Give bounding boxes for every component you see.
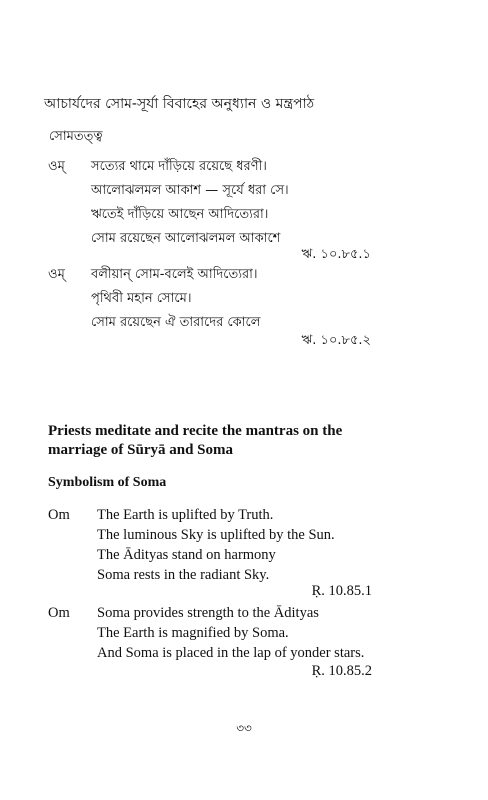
bengali-verse1-line1: সত্যের থামে দাঁড়িয়ে রয়েছে ধরণী। (91, 159, 267, 174)
english-om-2: Om (48, 605, 70, 621)
bengali-om-2: ওম্ (48, 267, 65, 282)
english-subheading: Symbolism of Soma (48, 475, 167, 490)
bengali-verse1-line3: ঋতেই দাঁড়িয়ে আছেন আদিত্যেরা। (91, 207, 269, 222)
english-verse2-line2: The Earth is magnified by Soma. (97, 625, 289, 641)
bengali-om-1: ওম্ (48, 159, 65, 174)
bengali-verse2-line3: সোম রয়েছেন ঐ তারাদের কোলে (91, 315, 261, 330)
english-verse2-line1: Soma provides strength to the Ādityas (97, 605, 319, 621)
bengali-verse1-line2: আলোঝলমল আকাশ — সূর্যে ধরা সে। (91, 183, 289, 198)
english-verse2-reference: Ṛ. 10.85.2 (311, 663, 372, 679)
bengali-verse2-line2: পৃথিবী মহান সোমে। (91, 291, 192, 306)
english-verse1-reference: Ṛ. 10.85.1 (311, 583, 372, 599)
bengali-heading: আচার্যদের সোম-সূর্যা বিবাহের অনুধ্যান ও মন্ত্রপাঠ (44, 96, 315, 112)
bengali-verse2-reference: ঋ. ১০.৮৫.২ (301, 333, 371, 348)
english-heading-line1: Priests meditate and recite the mantras on the (48, 423, 343, 439)
english-verse1-line2: The luminous Sky is uplifted by the Sun. (97, 527, 335, 543)
bengali-verse1-line4: সোম রয়েছেন আলোঝলমল আকাশে (91, 231, 281, 246)
english-heading-line2: marriage of Sūryā and Soma (48, 442, 233, 458)
english-verse1-line1: The Earth is uplifted by Truth. (97, 507, 274, 523)
bengali-verse1-reference: ঋ. ১০.৮৫.১ (301, 247, 371, 262)
bengali-verse2-line1: বলীয়ান্ সোম-বলেই আদিত্যেরা। (91, 267, 258, 282)
bengali-subheading: সোমতত্ত্ব (49, 129, 103, 144)
english-verse1-line3: The Ādityas stand on harmony (97, 547, 276, 563)
english-verse1-line4: Soma rests in the radiant Sky. (97, 567, 270, 583)
english-om-1: Om (48, 507, 70, 523)
page-number: ৩৩ (236, 721, 252, 735)
english-verse2-line3: And Soma is placed in the lap of yonder stars. (97, 645, 365, 661)
